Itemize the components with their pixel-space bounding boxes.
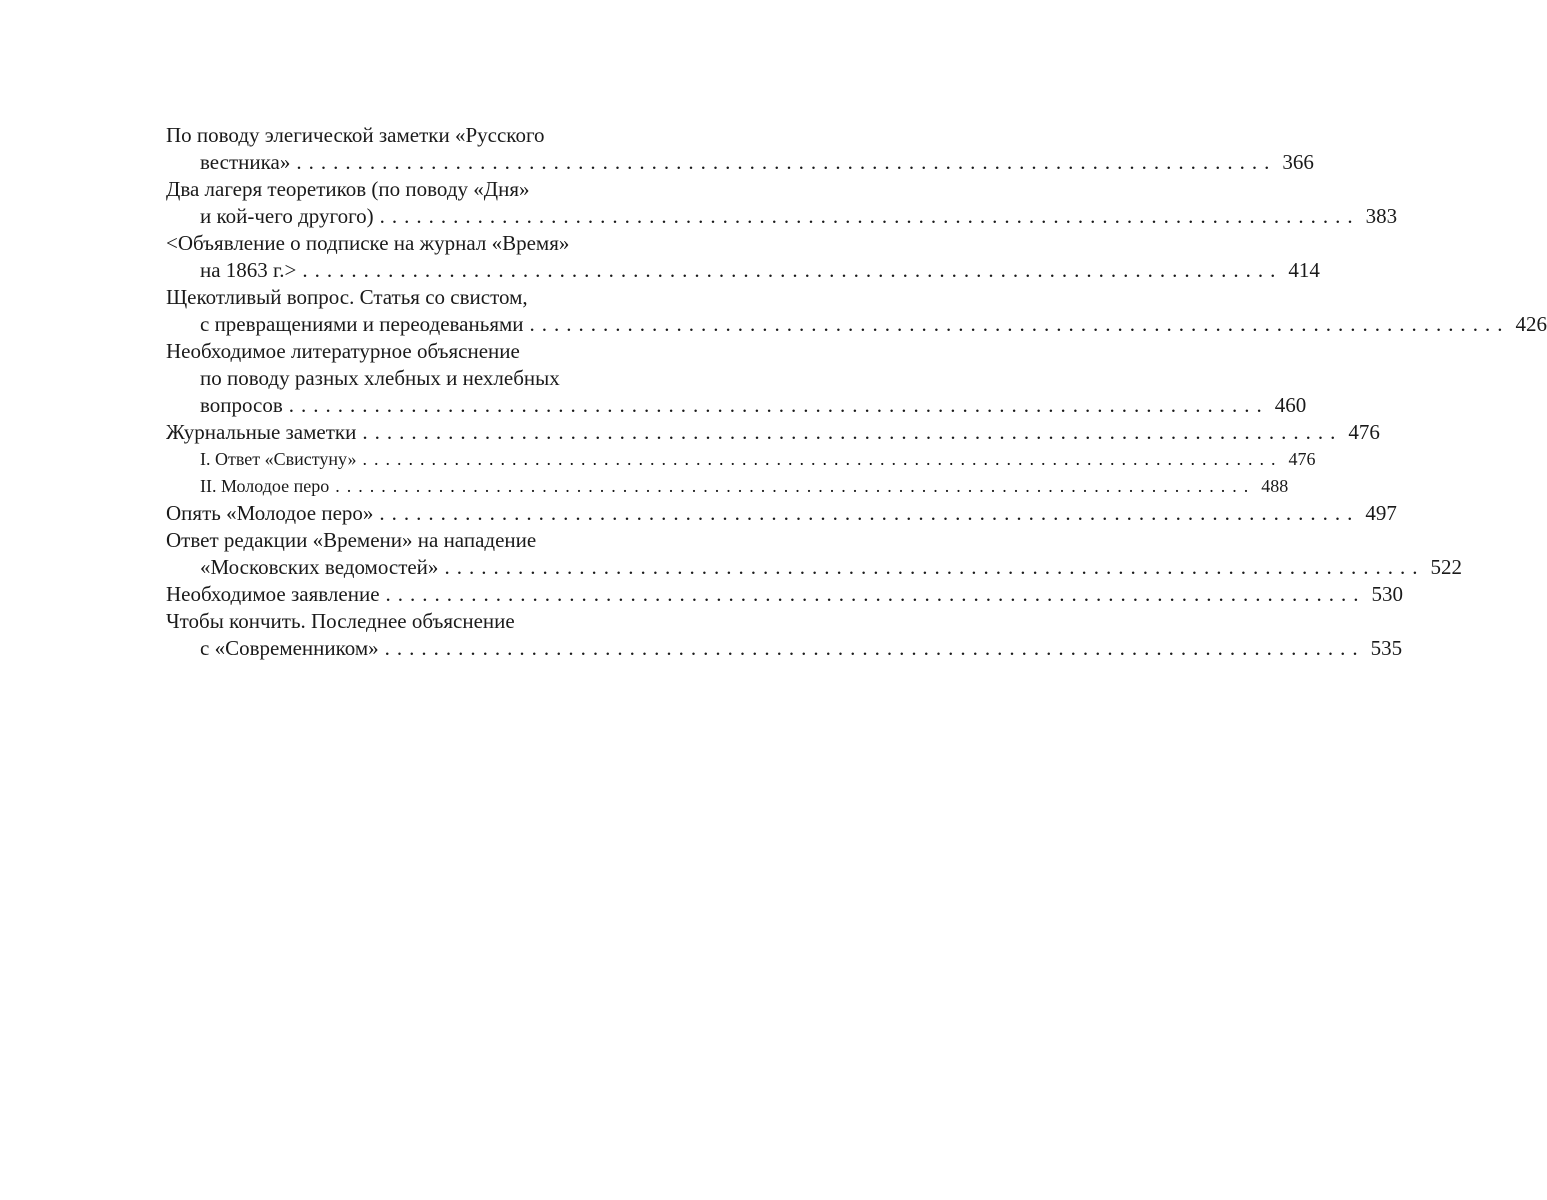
page-number: 383 [1365, 204, 1398, 228]
leader-dots: ................................................................................ [379, 501, 1360, 525]
leader-dots: ................................................................................ [302, 258, 1283, 282]
toc-entry-text: вестника» [200, 150, 291, 174]
toc-line [166, 554, 1462, 581]
leader-dots: ................................................................................ [362, 420, 1343, 444]
toc-line [166, 203, 1398, 230]
page-number: 535 [1370, 636, 1403, 660]
toc-line [166, 392, 1307, 419]
page-number: 488 [1261, 476, 1289, 496]
toc-entry-text: Опять «Молодое перо» [166, 501, 374, 525]
toc-line [166, 365, 701, 392]
toc-line [166, 500, 1397, 527]
page-number: 476 [1288, 449, 1316, 469]
toc-line [166, 581, 1404, 608]
toc-entry-text: Журнальные заметки [166, 420, 357, 444]
toc-line [166, 176, 701, 203]
leader-dots: ................................................................................ [288, 393, 1269, 417]
leader-dots: ................................................................................ [385, 582, 1366, 606]
toc-entry-text: с «Современником» [200, 636, 379, 660]
page-number: 366 [1282, 150, 1314, 174]
toc-entry-text: на 1863 г.> [200, 258, 297, 282]
page-number: 497 [1365, 501, 1397, 525]
toc-line [166, 446, 1316, 473]
page-number: 476 [1348, 420, 1380, 444]
toc-line [166, 419, 1380, 446]
toc-entry-text: Необходимое заявление [166, 582, 380, 606]
toc-entry-text: Чтобы кончить. Последнее объяснение [166, 609, 515, 633]
toc-entry-text: с превращениями и переодеваньями [200, 312, 524, 336]
toc-entry-text: II. Молодое перо [200, 476, 330, 496]
toc-entry-text: По поводу элегической заметки «Русского [166, 123, 545, 147]
toc-line [166, 473, 1289, 500]
toc-entry-text: вопросов [200, 393, 283, 417]
leader-dots: ................................................................................ [444, 555, 1425, 579]
leader-dots: ................................................................................ [362, 449, 1283, 469]
toc-line [166, 122, 701, 149]
leader-dots: ................................................................................ [335, 476, 1256, 496]
toc-line [166, 635, 1403, 662]
page-number: 522 [1430, 555, 1462, 579]
toc-entry-text: по поводу разных хлебных и нехлебных [200, 366, 560, 390]
page-number: 460 [1274, 393, 1307, 417]
page-number: 414 [1288, 258, 1320, 282]
leader-dots: ................................................................................ [384, 636, 1365, 660]
toc-entry-text: I. Ответ «Свистуну» [200, 449, 357, 469]
leader-dots: ................................................................................ [296, 150, 1277, 174]
toc-entry-text: Необходимое литературное объяснение [166, 339, 520, 363]
toc-entry-text: Щекотливый вопрос. Статья со свистом, [166, 285, 528, 309]
toc-entry-text: и кой-чего другого) [200, 204, 374, 228]
toc-entry-text: <Объявление о подписке на журнал «Время» [166, 231, 570, 255]
toc-line [166, 527, 701, 554]
toc-line [166, 608, 701, 635]
table-of-contents [166, 122, 1547, 662]
toc-entry-text: Два лагеря теоретиков (по поводу «Дня» [166, 177, 530, 201]
toc-line [166, 338, 701, 365]
toc-line [166, 230, 701, 257]
leader-dots: ................................................................................ [379, 204, 1360, 228]
toc-line [166, 257, 1320, 284]
toc-entry-text: Ответ редакции «Времени» на нападение [166, 528, 537, 552]
page-number: 530 [1371, 582, 1404, 606]
toc-line [166, 149, 1314, 176]
toc-line [166, 311, 1547, 338]
page-number: 426 [1515, 312, 1547, 336]
toc-entry-text: «Московских ведомостей» [200, 555, 439, 579]
toc-line [166, 284, 701, 311]
leader-dots: ................................................................................ [529, 312, 1510, 336]
